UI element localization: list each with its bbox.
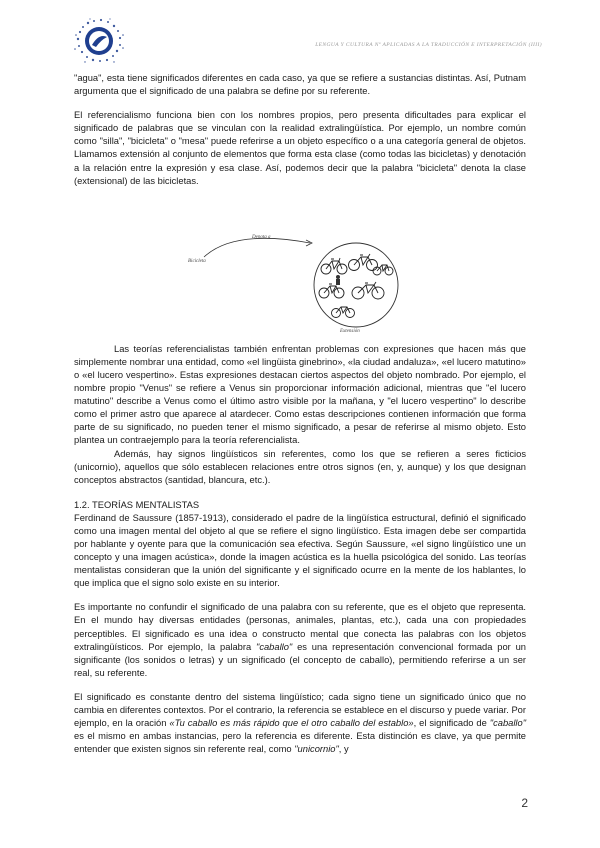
paragraph-7-c: es el mismo en ambas instancias, pero la referencia es diferente. Esta distinción es clave, ya que permite entender que existen signos sin referente real, como <box>74 731 526 755</box>
paragraph-7-a: El significado es constante dentro del sistema lingüístico; cada signo tiene un significado único que no cambia en diferentes contextos. Por el contrario, la referencia se establece en el discurso y puede variar. Por ejemplo, en la oración <box>74 691 526 729</box>
bicycle-icon-5 <box>332 307 355 318</box>
running-head: LENGUA Y CULTURA Nº APLICADAS A LA TRADUCCIÓN E INTERPRETACIÓN (IIII) <box>315 42 542 48</box>
bicycle-icon-3 <box>319 284 344 298</box>
page-number: 2 <box>521 796 528 810</box>
paragraph-7-word: "caballo" <box>489 718 527 729</box>
bicycle-icon-1 <box>321 258 347 274</box>
denotation-diagram <box>74 199 526 334</box>
paragraph-5: Ferdinand de Saussure (1857-1913), considerado el padre de la lingüística estructural, definió el significado como una imagen mental del objeto al que se refiere el signo lingüístico. Esta imagen debe ser compartida por hablante y oyente para que la comunicación sea efectiva. Según Saussure, «el signo lingüístico une un concepto y una imagen acústica», donde la imagen acústica es la huella psicológica del sonido. Las teorías mentalistas consideran que la unión del significante y el significado ocurre en la mente de los hablantes, lo que implica que el signo solo existe en su interior. <box>74 512 526 589</box>
section-title: 1.2. TEORÍAS MENTALISTAS <box>74 499 200 510</box>
paragraph-6-word: "caballo" <box>256 641 293 652</box>
bicycle-icons <box>319 254 393 318</box>
paragraph-2: El referencialismo funciona bien con los nombres propios, pero presenta dificultades para explicar el significado de palabras que se vinculan con la realidad extralingüística. Por ejemplo, un nombre común como "silla", "bicicleta" o "mesa" puede referirse a un objeto específico o a una categoría general de objetos. Llamamos extensión al conjunto de elementos que forma esta clase (como todas las bicicletas) y denotación a la relación entre la expresión y esa clase. Así, podemos decir que la palabra "bicicleta" denota la clase (extensional) de las bicicletas. <box>74 110 526 186</box>
denotation-arrow <box>204 238 310 257</box>
paragraph-3: Las teorías referencialistas también enfrentan problemas con expresiones que hacen más que simplemente nombrar una entidad, como «el lingüista ginebrino», «la ciudad andaluza», «el lucero matutino» o «el lucero vespertino». Estas expresiones destacan ciertos aspectos del objeto nombrado. Por ejemplo, el nombre propio "Venus" se refiere a Venus sin proporcionar información adicional, mientras que "el lucero matutino" describe a Venus como el último astro visible por la mañana, y "el lucero vespertino" lo describe como el primer astro que aparece al atardecer. Como estas descripciones contienen información que forma parte de su significado, no pueden tener el mismo significado, a pesar de referirse al mismo objeto. Esto plantea un contraejemplo para la teoría referencialista. <box>74 343 526 446</box>
bicycle-icon-2 <box>349 254 378 271</box>
paragraph-6-text: Es importante no confundir el significado de una palabra con su referente, que es el objeto que representa. En el mundo hay diversas entidades (personas, animales, plantas, etc.), cada una con propiedades perceptibles. El significado es una idea o constructo mental que conecta las palabras con los objetos extralingüísticos. Por ejemplo, la palabra <box>74 602 526 652</box>
paragraph-6 <box>74 601 526 680</box>
diagram-drawing <box>74 199 526 329</box>
label-bicicleta: Bicicleta <box>188 258 206 264</box>
paragraph-1: "agua", esta tiene significados diferentes en cada caso, ya que se refiere a sustancias distintas. Así, Putnam argumenta que el significado de una palabra se define por su referente. <box>74 73 526 97</box>
document-body <box>74 72 526 767</box>
paragraph-4: Además, hay signos lingüísticos sin referentes, como los que se refieren a seres ficticios (unicornio), aquellos que sólo establecen relaciones entre otros signos (en, y, aunque) y los que designan conceptos abstractos (santidad, blancura, etc.). <box>74 448 526 485</box>
paragraph-7-d: , y <box>338 744 349 755</box>
label-extension: Extensión <box>340 328 360 334</box>
paragraph-7-b: , el significado de <box>413 718 490 729</box>
paragraph-6-rest: es una representación convencional formada por un significante (los sonidos o letras) y un significado (el concepto de caballo), permitiendo referirse a un ser real, su referente. <box>74 641 526 678</box>
paragraph-7 <box>74 691 526 756</box>
paragraph-7-word2: "unicornio" <box>294 744 339 755</box>
extension-circle <box>314 243 398 327</box>
label-denota: Denota a <box>252 234 271 240</box>
paragraph-7-quote: «Tu caballo es más rápido que el otro caballo del establo» <box>169 718 414 729</box>
bicycle-icon-6 <box>373 265 393 275</box>
bicycle-icon-4 <box>352 282 384 299</box>
rider-icon <box>336 275 340 285</box>
university-logo <box>70 18 128 64</box>
